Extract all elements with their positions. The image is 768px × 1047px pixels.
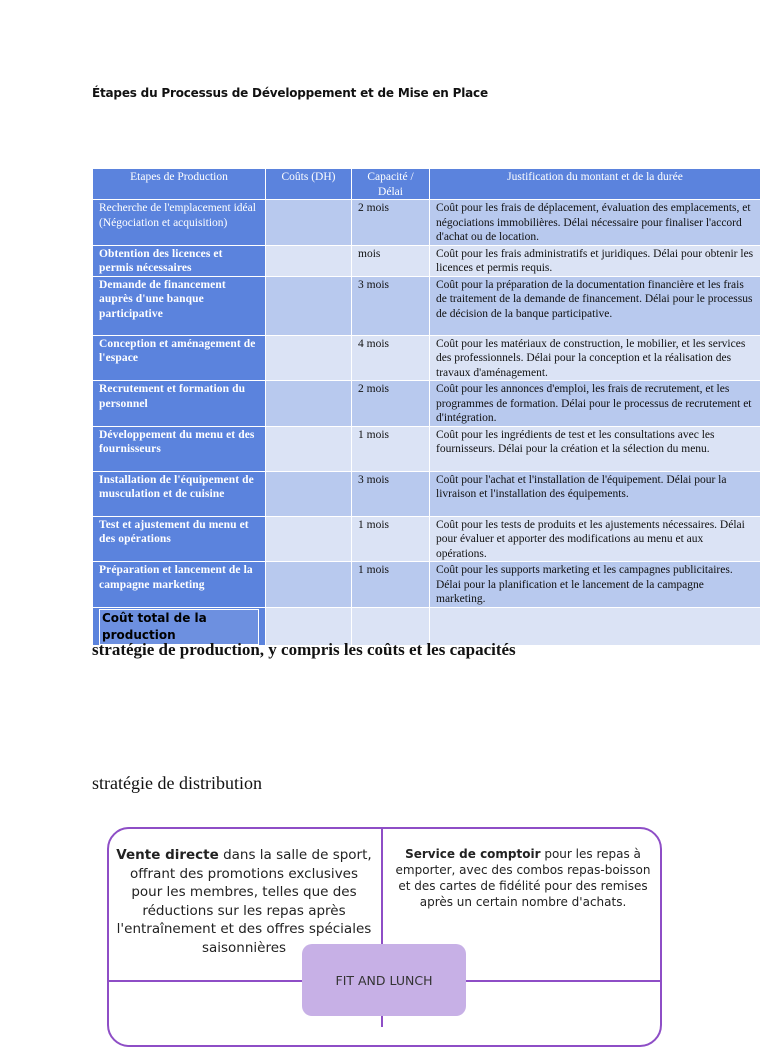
header-justification: Justification du montant et de la durée bbox=[430, 169, 761, 200]
section-title-distribution: stratégie de distribution bbox=[92, 773, 262, 793]
table-row bbox=[93, 516, 761, 562]
cost-cell bbox=[266, 200, 352, 246]
step-cell: Développement du menu et des fournisseurs bbox=[93, 426, 266, 471]
capacity-cell: 1 mois bbox=[352, 516, 430, 562]
cost-cell bbox=[266, 245, 352, 276]
header-etapes: Etapes de Production bbox=[93, 169, 266, 200]
justification-cell: Coût pour l'achat et l'installation de l'équipement. Délai pour la livraison et l'installation des équipements. bbox=[430, 471, 761, 516]
cost-cell bbox=[266, 335, 352, 381]
header-couts: Coûts (DH) bbox=[266, 169, 352, 200]
page-heading: Étapes du Processus de Développement et de Mise en Place bbox=[92, 86, 488, 100]
capacity-cell: 2 mois bbox=[352, 200, 430, 246]
justification-cell: Coût pour les frais de déplacement, évaluation des emplacements, et négociations immobilières. Délai nécessaire pour finaliser l'accord d'achat ou de location. bbox=[430, 200, 761, 246]
capacity-cell: mois bbox=[352, 245, 430, 276]
step-cell: Installation de l'équipement de musculation et de cuisine bbox=[93, 471, 266, 516]
header-capacite: Capacité / Délai bbox=[352, 169, 430, 200]
table-header-row bbox=[93, 169, 761, 200]
step-cell: Test et ajustement du menu et des opérations bbox=[93, 516, 266, 562]
cost-cell bbox=[266, 381, 352, 427]
cost-cell bbox=[266, 276, 352, 335]
justification-cell: Coût pour la préparation de la documentation financière et les frais de traitement de la demande de financement. Délai pour le processus de décision de la banque participative. bbox=[430, 276, 761, 335]
justification-cell: Coût pour les annonces d'emploi, les frais de recrutement, et les programmes de formation. Délai pour le processus de recrutement et d'intégration. bbox=[430, 381, 761, 427]
justification-cell: Coût pour les tests de produits et les ajustements nécessaires. Délai pour évaluer et apporter des modifications au menu et aux opérations. bbox=[430, 516, 761, 562]
table-row bbox=[93, 426, 761, 471]
cost-cell bbox=[266, 426, 352, 471]
table-row bbox=[93, 276, 761, 335]
diagram-center-label: FIT AND LUNCH bbox=[302, 944, 466, 1016]
counter-service-text: pour les repas à emporter, avec des combos repas-boisson et des cartes de fidélité pour des remises après un certain nombre d'achats. bbox=[395, 847, 651, 909]
table-row bbox=[93, 245, 761, 276]
step-cell: Recherche de l'emplacement idéal (Négociation et acquisition) bbox=[93, 200, 266, 246]
capacity-cell: 4 mois bbox=[352, 335, 430, 381]
direct-sales-title: Vente directe bbox=[116, 847, 219, 863]
table-row bbox=[93, 562, 761, 608]
step-cell: Demande de financement auprès d'une banque participative bbox=[93, 276, 266, 335]
cost-cell bbox=[266, 516, 352, 562]
justification-cell: Coût pour les ingrédients de test et les consultations avec les fournisseurs. Délai pour la création et la sélection du menu. bbox=[430, 426, 761, 471]
table-row bbox=[93, 335, 761, 381]
capacity-cell: 3 mois bbox=[352, 276, 430, 335]
capacity-cell: 3 mois bbox=[352, 471, 430, 516]
table-row bbox=[93, 381, 761, 427]
capacity-cell: 1 mois bbox=[352, 562, 430, 608]
justification-cell: Coût pour les matériaux de construction, le mobilier, et les services des professionnels. Délai pour la conception et la réalisation des travaux d'aménagement. bbox=[430, 335, 761, 381]
diagram-cell-counter-service bbox=[392, 846, 654, 910]
table-row bbox=[93, 200, 761, 246]
direct-sales-text: dans la salle de sport, offrant des promotions exclusives pour les membres, telles que des réductions sur les repas après l'entraînement et des offres spéciales saisonnières bbox=[116, 847, 372, 956]
justification-cell: Coût pour les frais administratifs et juridiques. Délai pour obtenir les licences et permis requis. bbox=[430, 245, 761, 276]
total-label: Coût total de la production bbox=[99, 609, 259, 645]
step-cell: Préparation et lancement de la campagne marketing bbox=[93, 562, 266, 608]
step-cell: Obtention des licences et permis nécessaires bbox=[93, 245, 266, 276]
counter-service-title: Service de comptoir bbox=[405, 847, 541, 861]
step-cell: Recrutement et formation du personnel bbox=[93, 381, 266, 427]
diagram-cell-direct-sales bbox=[116, 846, 372, 957]
cost-cell bbox=[266, 562, 352, 608]
cost-cell bbox=[266, 471, 352, 516]
step-cell: Conception et aménagement de l'espace bbox=[93, 335, 266, 381]
table-row bbox=[93, 471, 761, 516]
justification-cell: Coût pour les supports marketing et les campagnes publicitaires. Délai pour la planification et le lancement de la campagne marketing. bbox=[430, 562, 761, 608]
capacity-cell: 2 mois bbox=[352, 381, 430, 427]
capacity-cell: 1 mois bbox=[352, 426, 430, 471]
section-title-production: stratégie de production, y compris les coûts et les capacités bbox=[92, 640, 516, 659]
production-table bbox=[92, 168, 761, 646]
